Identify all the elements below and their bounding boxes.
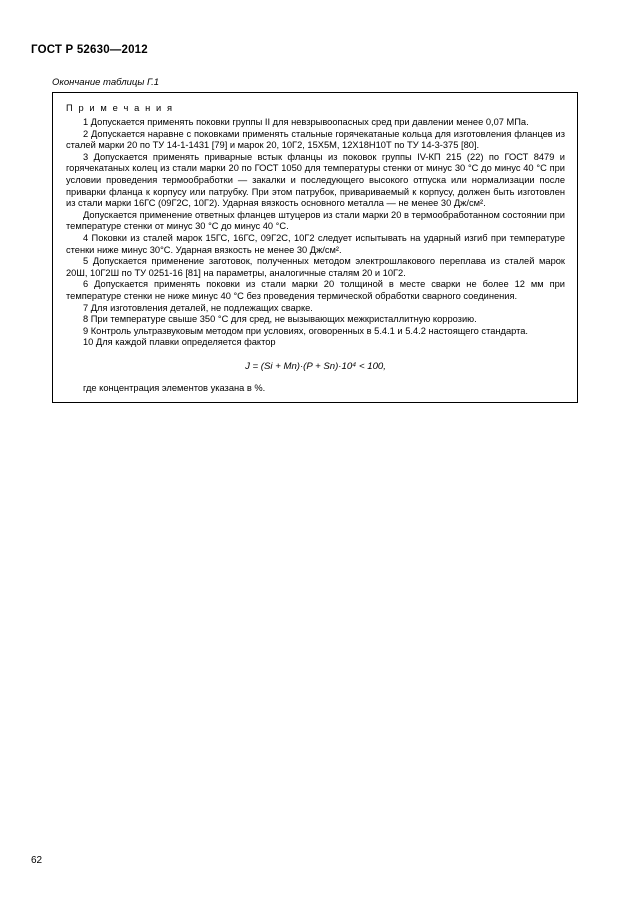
formula-note: где концентрация элементов указана в %.	[83, 382, 266, 393]
note-item: 6 Допускается применять поковки из стали марки 20 толщиной в месте сварки не более 12 мм при температуре стенки не ниже минус 40 °С без проведения термической обработки сварного соединения.	[66, 279, 565, 301]
note-item: 9 Контроль ультразвуковым методом при условиях, оговоренных в 5.4.1 и 5.4.2 настоящего стандарта.	[83, 325, 528, 336]
note-item: 8 При температуре свыше 350 °С для сред, не вызывающих межкристаллитную коррозию.	[83, 314, 477, 325]
note-item: 7 Для изготовления деталей, не подлежащих сварке.	[83, 302, 313, 313]
note-item: Допускается применение ответных фланцев штуцеров из стали марки 20 в термообработанном состоянии при температуре стенки от минус 30 °С до минус 40 °С.	[66, 209, 565, 232]
notes-title: П р и м е ч а н и я	[66, 103, 174, 113]
note-item: 4 Поковки из сталей марок 15ГС, 16ГС, 09Г2С, 10Г2 следует испытывать на ударный изгиб при температуре стенки ниже минус 30°С. Ударная вязкость не менее 30 Дж/см².	[66, 232, 565, 255]
notes-box	[52, 92, 578, 403]
page-number: 62	[31, 855, 43, 866]
note-item: 3 Допускается применять приварные встык фланцы из поковок группы IV-КП 215 (22) по ГОСТ 8479 и горячекатаных колец из стали марки 20 по ГОСТ 1050 для температуры стенки от минус 30 °С до минус 40 °С при условии проведения термообработки — закалки и последующего высокого отпуска или нормализации после приварки фланца к корпусу или патрубку. При этом патрубок, привариваемый к корпусу, должен быть изготовлен из стали марки 16ГС (09Г2С, 10Г2). Ударная вязкость основного металла — не менее 30 Дж/см².	[66, 151, 565, 209]
note-item: 5 Допускается применение заготовок, полученных методом электрошлакового переплава из сталей марок 20Ш, 10Г2Ш по ТУ 0251-16 [81] на параметры, аналогичные сталям 20 и 10Г2.	[66, 256, 565, 278]
standard-header: ГОСТ Р 52630—2012	[31, 44, 148, 56]
table-caption: Окончание таблицы Г.1	[52, 77, 160, 88]
formula: J = (Si + Mn)·(P + Sn)·10⁴ < 100,	[245, 360, 386, 372]
note-item: 1 Допускается применять поковки группы II для невзрывоопасных сред при давлении менее 0,07 МПа.	[83, 117, 529, 127]
note-item: 2 Допускается наравне с поковками применять стальные горячекатаные кольца для изготовления фланцев из сталей марки 20 по ТУ 14-1-1431 [79] и марок 20, 10Г2, 15Х5М, 12Х18Н10Т по ТУ 14-3-375 [80].	[66, 128, 565, 151]
note-item: 10 Для каждой плавки определяется фактор	[83, 337, 276, 348]
